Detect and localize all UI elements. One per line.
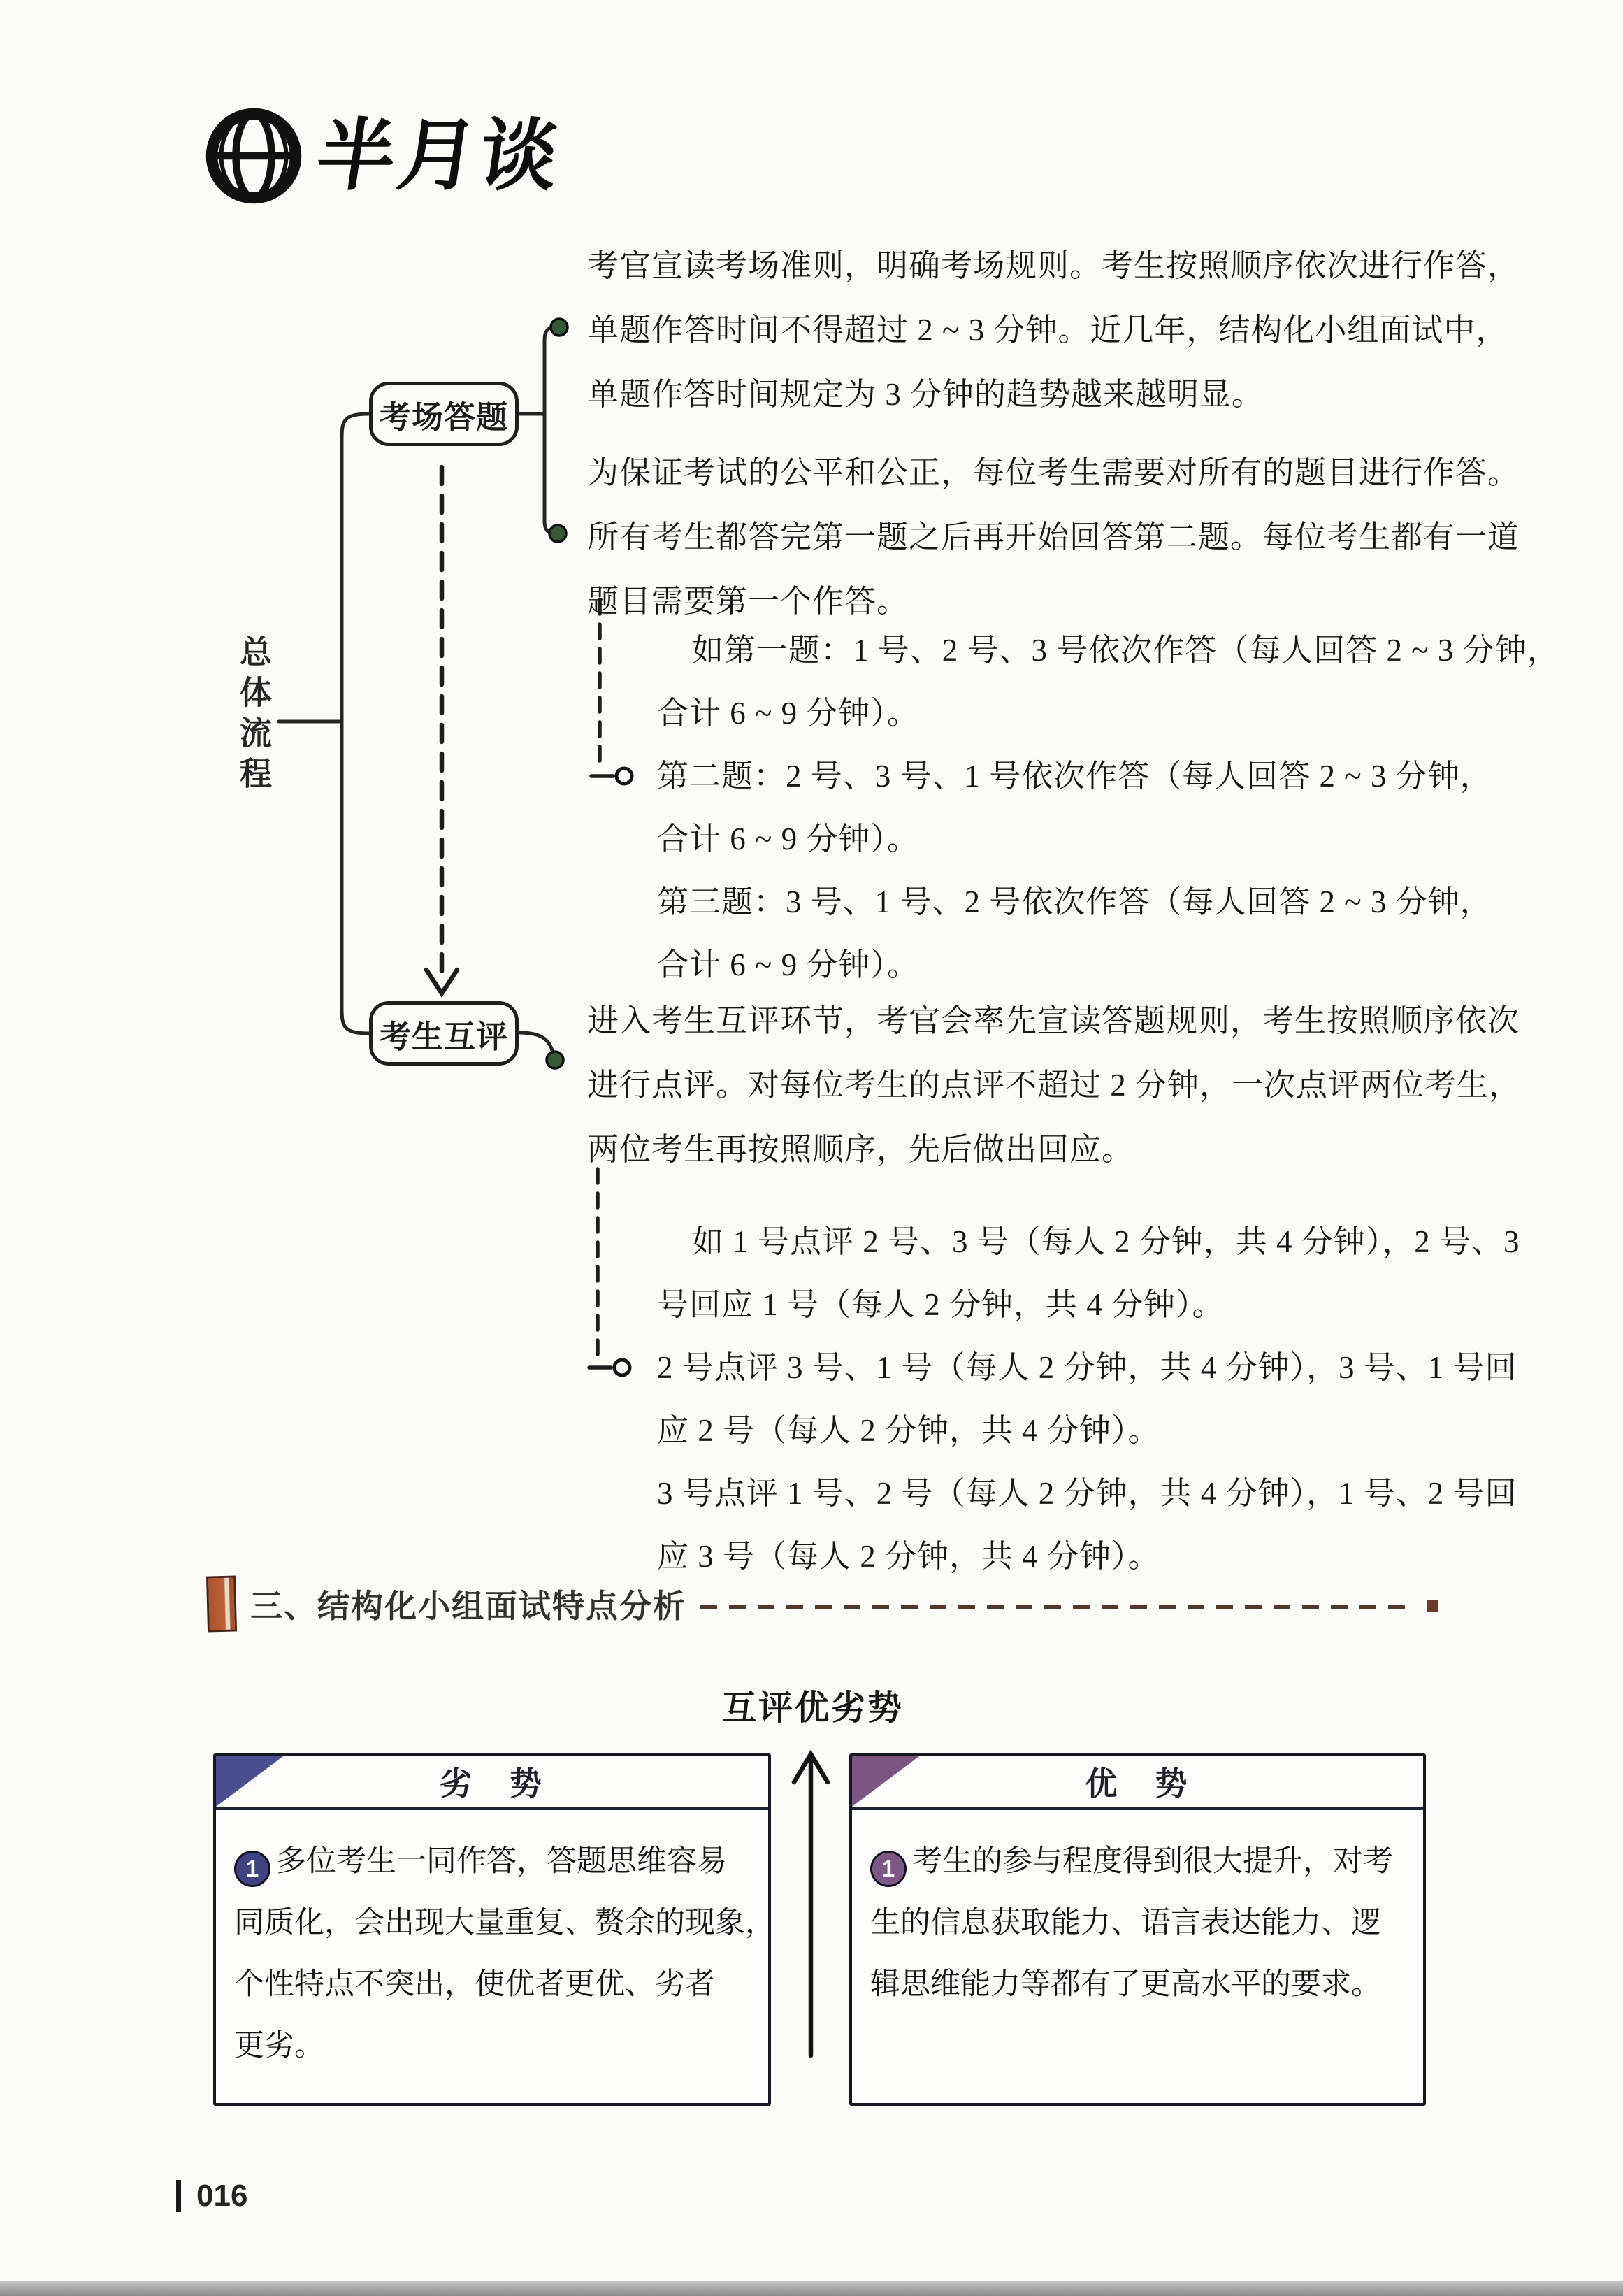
cons-box-body [216,1810,775,2077]
example1-branch [591,600,613,776]
box-text: 多位考生一同作答，答题思维容易 [276,1845,727,1878]
flow-node-exam-answering [369,382,519,446]
text-line: 单题作答时间规定为 3 分钟的趋势越来越明显。 [587,377,1264,412]
cons-box [213,1753,775,2106]
text-line: 单题作答时间不得超过 2 ~ 3 分钟。近几年，结构化小组面试中， [587,313,1508,347]
bullet-dot [549,525,566,542]
text-line: 合计 6 ~ 9 分钟）。 [657,821,919,856]
text-line: 合计 6 ~ 9 分钟）。 [657,947,919,982]
up-arrow [794,1754,828,2055]
bullet-dot [551,319,568,336]
text-line: 所有考生都答完第一题之后再开始回答第二题。每位考生都有一道 [587,519,1520,554]
flowchart-root-label: 总体流程 [236,635,272,797]
example2-branch [589,1169,611,1368]
publisher-logo [201,103,567,208]
open-circle-marker [616,768,632,784]
box-text-line [870,1831,1405,1893]
text-line: 进入考生互评环节，考官会率先宣读答题规则，考生按照顺序依次 [587,1003,1520,1038]
pros-box-title: 优 势 [1085,1765,1190,1802]
node2-connector [520,1033,553,1053]
root-bracket [279,414,368,1033]
box-text-line: 更劣。 [234,2030,324,2062]
text-line: 两位考生再按照顺序，先后做出回应。 [587,1132,1134,1167]
box-text-line [234,1831,750,1893]
text-line: 进行点评。对每位考生的点评不超过 2 分钟，一次点评两位考生， [587,1068,1522,1103]
numbered-circle-badge: 1 [234,1851,270,1887]
text-line: 如 1 号点评 2 号、3 号（每人 2 分钟，共 4 分钟），2 号、3 [692,1224,1520,1259]
text-line: 如第一题：1 号、2 号、3 号依次作答（每人回答 2 ~ 3 分钟， [692,633,1559,668]
footer-divider-bar [176,2180,181,2212]
flow-node-label: 考场答题 [379,399,508,435]
corner-triangle-icon [216,1756,283,1807]
box-text-line: 个性特点不突出，使优者更优、劣者 [234,1968,715,2001]
box-text: 考生的参与程度得到很大提升，对考 [912,1845,1393,1878]
node1-connector [520,327,554,533]
text-line: 题目需要第一个作答。 [587,584,909,619]
text-line: 考官宣读考场准则，明确考场规则。考生按照顺序依次进行作答， [587,248,1520,283]
flow-node-peer-review [369,1001,519,1066]
text-line: 第二题：2 号、3 号、1 号依次作答（每人回答 2 ~ 3 分钟， [657,759,1492,794]
heading-dashed-rule [700,1605,1413,1609]
text-line: 应 2 号（每人 2 分钟，共 4 分钟）。 [657,1413,1160,1448]
page-footer [176,2179,247,2214]
text-line: 3 号点评 1 号、2 号（每人 2 分钟，共 4 分钟），1 号、2 号回 [657,1476,1517,1511]
box-text-line: 同质化，会出现大量重复、赘余的现象， [234,1907,775,1939]
diagram-title: 互评优劣势 [721,1689,904,1727]
text-line: 合计 6 ~ 9 分钟）。 [657,696,919,731]
globe-icon [201,103,306,208]
dashed-down-arrow [426,467,457,993]
text-line: 号回应 1 号（每人 2 分钟，共 4 分钟）。 [657,1287,1225,1322]
bullet-dot [547,1052,563,1068]
text-line: 为保证考试的公平和公正，每位考生需要对所有的题目进行作答。 [587,455,1520,490]
section-title: 三、结构化小组面试特点分析 [250,1588,686,1624]
text-line: 2 号点评 3 号、1 号（每人 2 分钟，共 4 分钟），3 号、1 号回 [657,1350,1517,1385]
text-line: 第三题：3 号、1 号、2 号依次作答（每人回答 2 ~ 3 分钟， [657,884,1492,919]
corner-triangle-icon [852,1756,919,1807]
scan-edge-strip [0,2281,1623,2296]
box-text-line: 生的信息获取能力、语言表达能力、逻 [870,1907,1381,1939]
open-circle-marker [614,1360,630,1375]
section-heading [207,1576,1438,1632]
box-text-line: 辑思维能力等都有了更高水平的要求。 [870,1968,1381,2001]
heading-end-square [1427,1600,1438,1612]
logo-wordmark: 半月谈 [311,112,567,199]
pros-box-body [852,1810,1423,2016]
flow-node-label: 考生互评 [379,1018,508,1054]
numbered-circle-badge: 1 [870,1851,907,1887]
text-line: 应 3 号（每人 2 分钟，共 4 分钟）。 [657,1539,1160,1574]
book-icon [206,1575,237,1632]
cons-box-title: 劣 势 [440,1765,544,1802]
pros-box [849,1753,1426,2106]
page-number: 016 [196,2179,248,2213]
